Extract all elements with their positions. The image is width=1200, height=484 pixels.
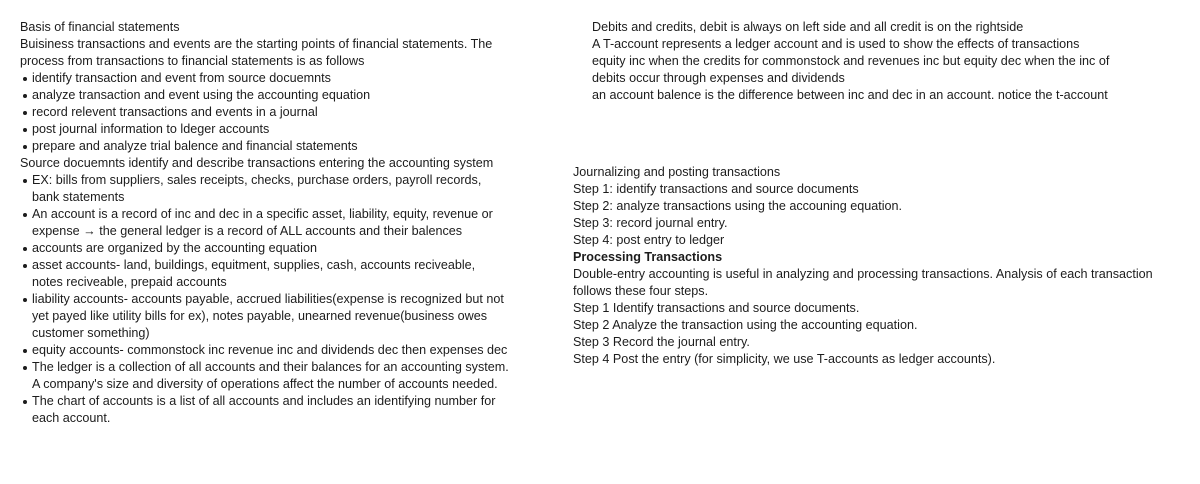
text-line: an account balence is the difference between inc and dec in an account. notice the t-account (592, 88, 1108, 102)
step-line: Step 1 Identify transactions and source documents. (573, 301, 860, 315)
source-documents-heading: Source docuemnts identify and describe transactions entering the accounting system (20, 156, 494, 170)
list-item: prepare and analyze trial balence and financial statements (20, 138, 510, 155)
list-item: The ledger is a collection of all accounts and their balances for an accounting system. A company's size and diversity of operations affect the number of accounts needed. (20, 359, 518, 393)
step-line: Step 4 Post the entry (for simplicity, we use T-accounts as ledger accounts). (573, 352, 996, 366)
processing-intro-line: follows these four steps. (573, 284, 709, 298)
list-item: EX: bills from suppliers, sales receipts, checks, purchase orders, payroll records, bank statements (20, 172, 502, 206)
intro-text-line: process from transactions to financial statements is as follows (20, 54, 365, 68)
list-item: analyze transaction and event using the accounting equation (20, 87, 510, 104)
section-title: Basis of financial statements (20, 20, 180, 34)
list-item: identify transaction and event from source docuemnts (20, 70, 510, 87)
list-item: accounts are organized by the accounting equation (20, 240, 510, 257)
list-item: The chart of accounts is a list of all accounts and includes an identifying number for each account. (20, 393, 518, 427)
text-line: Debits and credits, debit is always on left side and all credit is on the rightside (592, 20, 1024, 34)
step-line: Step 2 Analyze the transaction using the accounting equation. (573, 318, 918, 332)
list-item: liability accounts- accounts payable, accrued liabilities(expense is recognized but not yet payed like utility bills for ex), notes payable, unearned revenue(business owes customer something) (20, 291, 508, 342)
list-item: asset accounts- land, buildings, equitment, supplies, cash, accounts reciveable, notes reciveable, prepaid accounts (20, 257, 502, 291)
step-line: Step 3 Record the journal entry. (573, 335, 750, 349)
step-line: Step 3: record journal entry. (573, 216, 728, 230)
process-steps-list (20, 70, 510, 155)
journalizing-notes (573, 164, 1173, 368)
accounts-notes-list (20, 172, 510, 427)
journalizing-heading: Journalizing and posting transactions (573, 165, 781, 179)
list-item: equity accounts- commonstock inc revenue inc and dividends dec then expenses dec (20, 342, 512, 359)
processing-transactions-heading: Processing Transactions (573, 250, 723, 264)
left-notes-column (20, 19, 510, 427)
processing-intro-line: Double-entry accounting is useful in analyzing and processing transactions. Analysis of each transaction (573, 267, 1153, 281)
step-line: Step 4: post entry to ledger (573, 233, 725, 247)
text-line: A T-account represents a ledger account and is used to show the effects of transactions (592, 37, 1080, 51)
intro-text-line: Buisiness transactions and events are the starting points of financial statements. The (20, 37, 493, 51)
debits-credits-notes (592, 19, 1152, 104)
text-line: equity inc when the credits for commonstock and revenues inc but equity dec when the inc of (592, 54, 1110, 68)
list-item: post journal information to ldeger accounts (20, 121, 510, 138)
list-item: An account is a record of inc and dec in a specific asset, liability, equity, revenue or expense → the general ledger is a record of ALL accounts and their balences (20, 206, 508, 240)
step-line: Step 1: identify transactions and source documents (573, 182, 859, 196)
text-line: debits occur through expenses and dividends (592, 71, 845, 85)
step-line: Step 2: analyze transactions using the accouning equation. (573, 199, 903, 213)
list-item: record relevent transactions and events in a journal (20, 104, 510, 121)
